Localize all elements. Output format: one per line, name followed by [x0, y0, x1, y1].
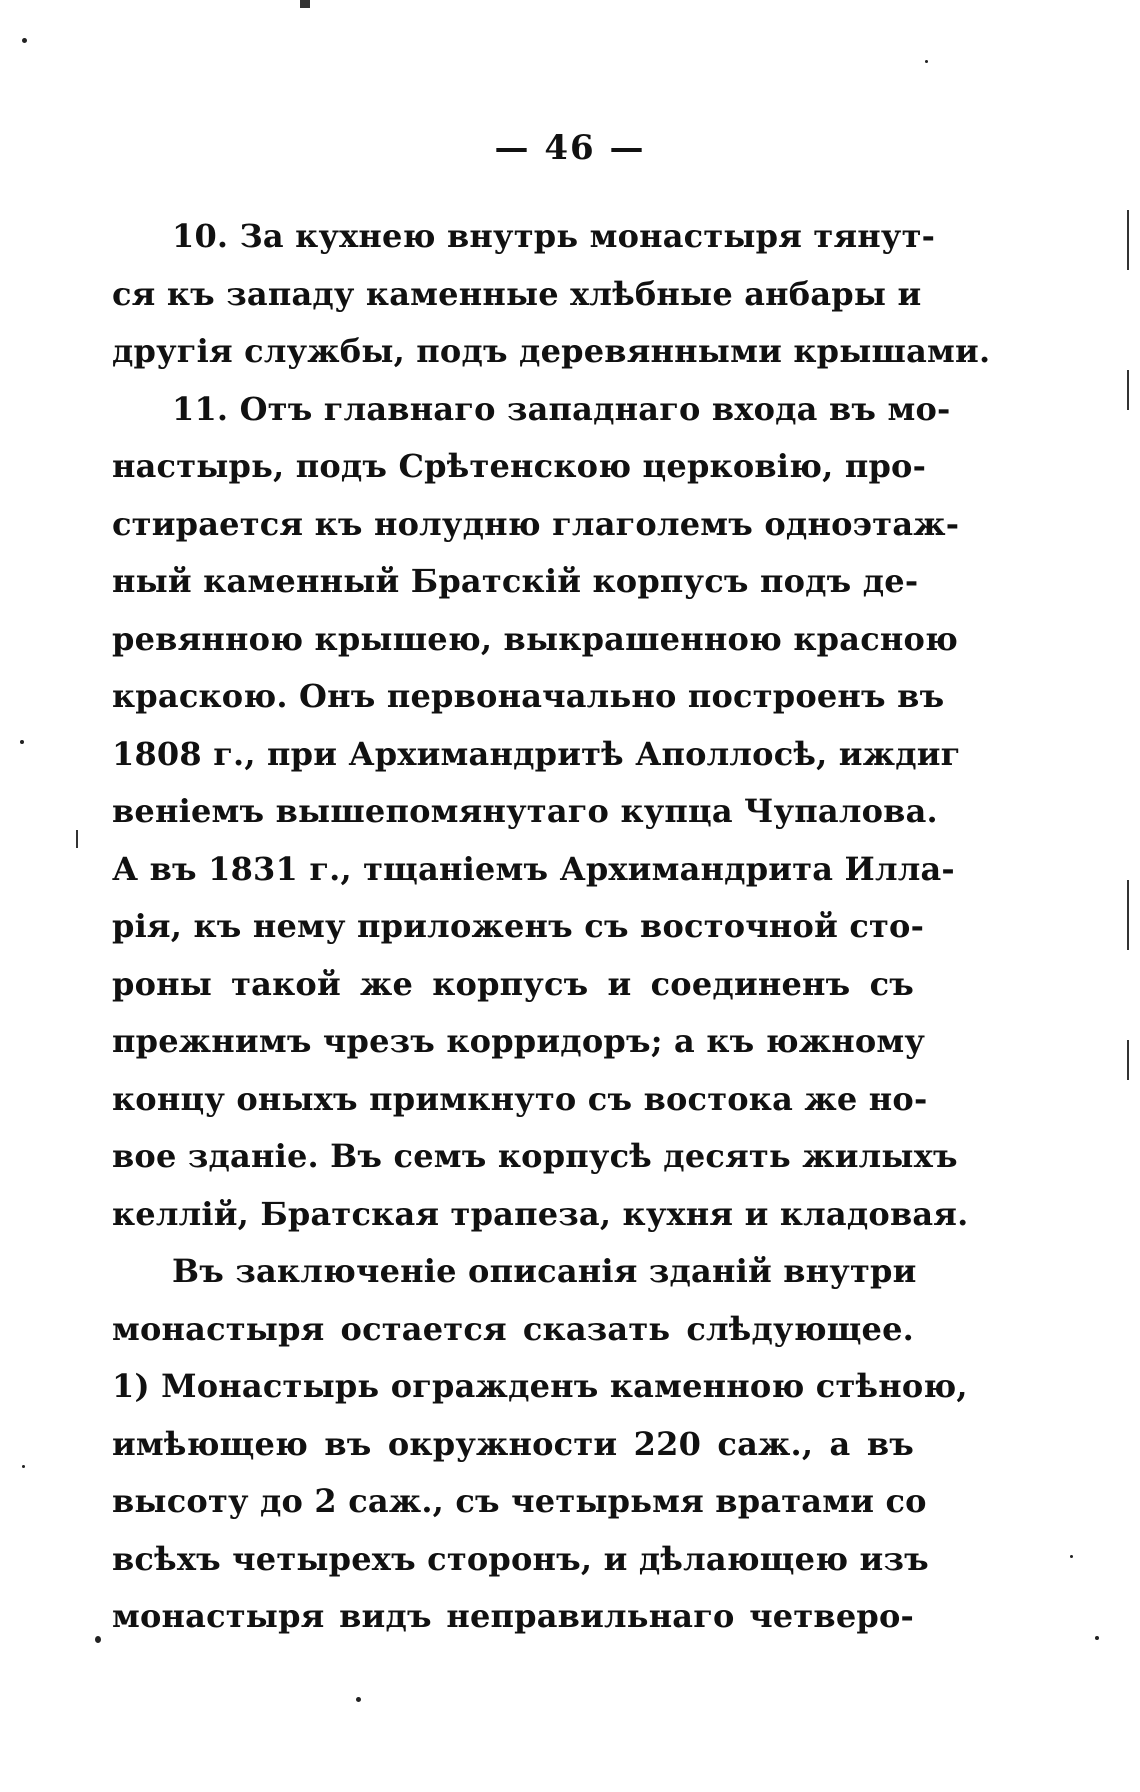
text-line: высоту до 2 саж., съ четырьмя вратами со — [112, 1482, 927, 1520]
scan-speck — [1070, 1555, 1073, 1558]
text-line: краскою. Онъ первоначально построенъ въ — [112, 677, 945, 715]
text-line: настырь, подъ Срѣтенскою церковію, про- — [112, 447, 927, 485]
text-line: 1) Монастырь огражденъ каменною стѣною, — [112, 1367, 968, 1405]
body-text — [112, 208, 991, 1646]
text-line: концу оныхъ примкнуто съ востока же но- — [112, 1079, 928, 1118]
text-line: ся къ западу каменные хлѣбные анбары и — [112, 274, 922, 313]
scan-speck — [95, 1636, 101, 1643]
text-line: веніемъ вышепомянутаго купца Чупалова. — [112, 792, 938, 830]
scan-speck — [1127, 210, 1129, 270]
scan-speck — [356, 1697, 361, 1702]
text-line: вое зданіе. Въ семъ корпусѣ десять жилыхъ — [112, 1137, 958, 1175]
text-line: монастыря остается сказать слѣдующее. — [112, 1309, 914, 1348]
text-line: стирается къ нолудню глаголемъ одноэтаж- — [112, 504, 960, 543]
page-number: — 46 — — [494, 128, 646, 168]
text-line: А въ 1831 г., тщаніемъ Архимандрита Илла- — [112, 849, 955, 888]
scan-speck — [300, 0, 310, 8]
scan-speck — [1095, 1636, 1099, 1640]
text-line: келлій, Братская трапеза, кухня и кладовая. — [112, 1194, 969, 1233]
scan-speck — [76, 830, 78, 848]
text-line: монастыря видъ неправильнаго четверо- — [112, 1597, 914, 1635]
scan-speck — [22, 38, 27, 43]
text-line: рія, къ нему приложенъ съ восточной сто- — [112, 907, 925, 945]
scan-speck — [925, 60, 928, 63]
text-line: 1808 г., при Архимандритѣ Аполлосѣ, иждиг — [112, 734, 961, 773]
text-line: 10. За кухнею внутрь монастыря тянут- — [172, 217, 936, 255]
text-line: ный каменный Братскій корпусъ подъ де- — [112, 562, 919, 600]
text-line: прежнимъ чрезъ корридоръ; а къ южному — [112, 1022, 926, 1060]
scan-speck — [1127, 370, 1129, 410]
text-line: роны такой же корпусъ и соединенъ съ — [112, 964, 914, 1003]
scan-speck — [1127, 1040, 1129, 1080]
text-line: ревянною крышею, выкрашенною красною — [112, 619, 959, 658]
scan-speck — [22, 1465, 25, 1468]
text-line: Въ заключеніе описанія зданій внутри — [172, 1252, 917, 1290]
scan-speck — [1127, 880, 1129, 950]
text-line: другія службы, подъ деревянными крышами. — [112, 332, 991, 370]
text-line: всѣхъ четырехъ сторонъ, и дѣлающею изъ — [112, 1539, 929, 1578]
text-line: 11. Отъ главнаго западнаго входа въ мо- — [172, 389, 951, 428]
text-line: имѣющею въ окружности 220 саж., а въ — [112, 1424, 914, 1463]
scan-speck — [20, 740, 24, 744]
